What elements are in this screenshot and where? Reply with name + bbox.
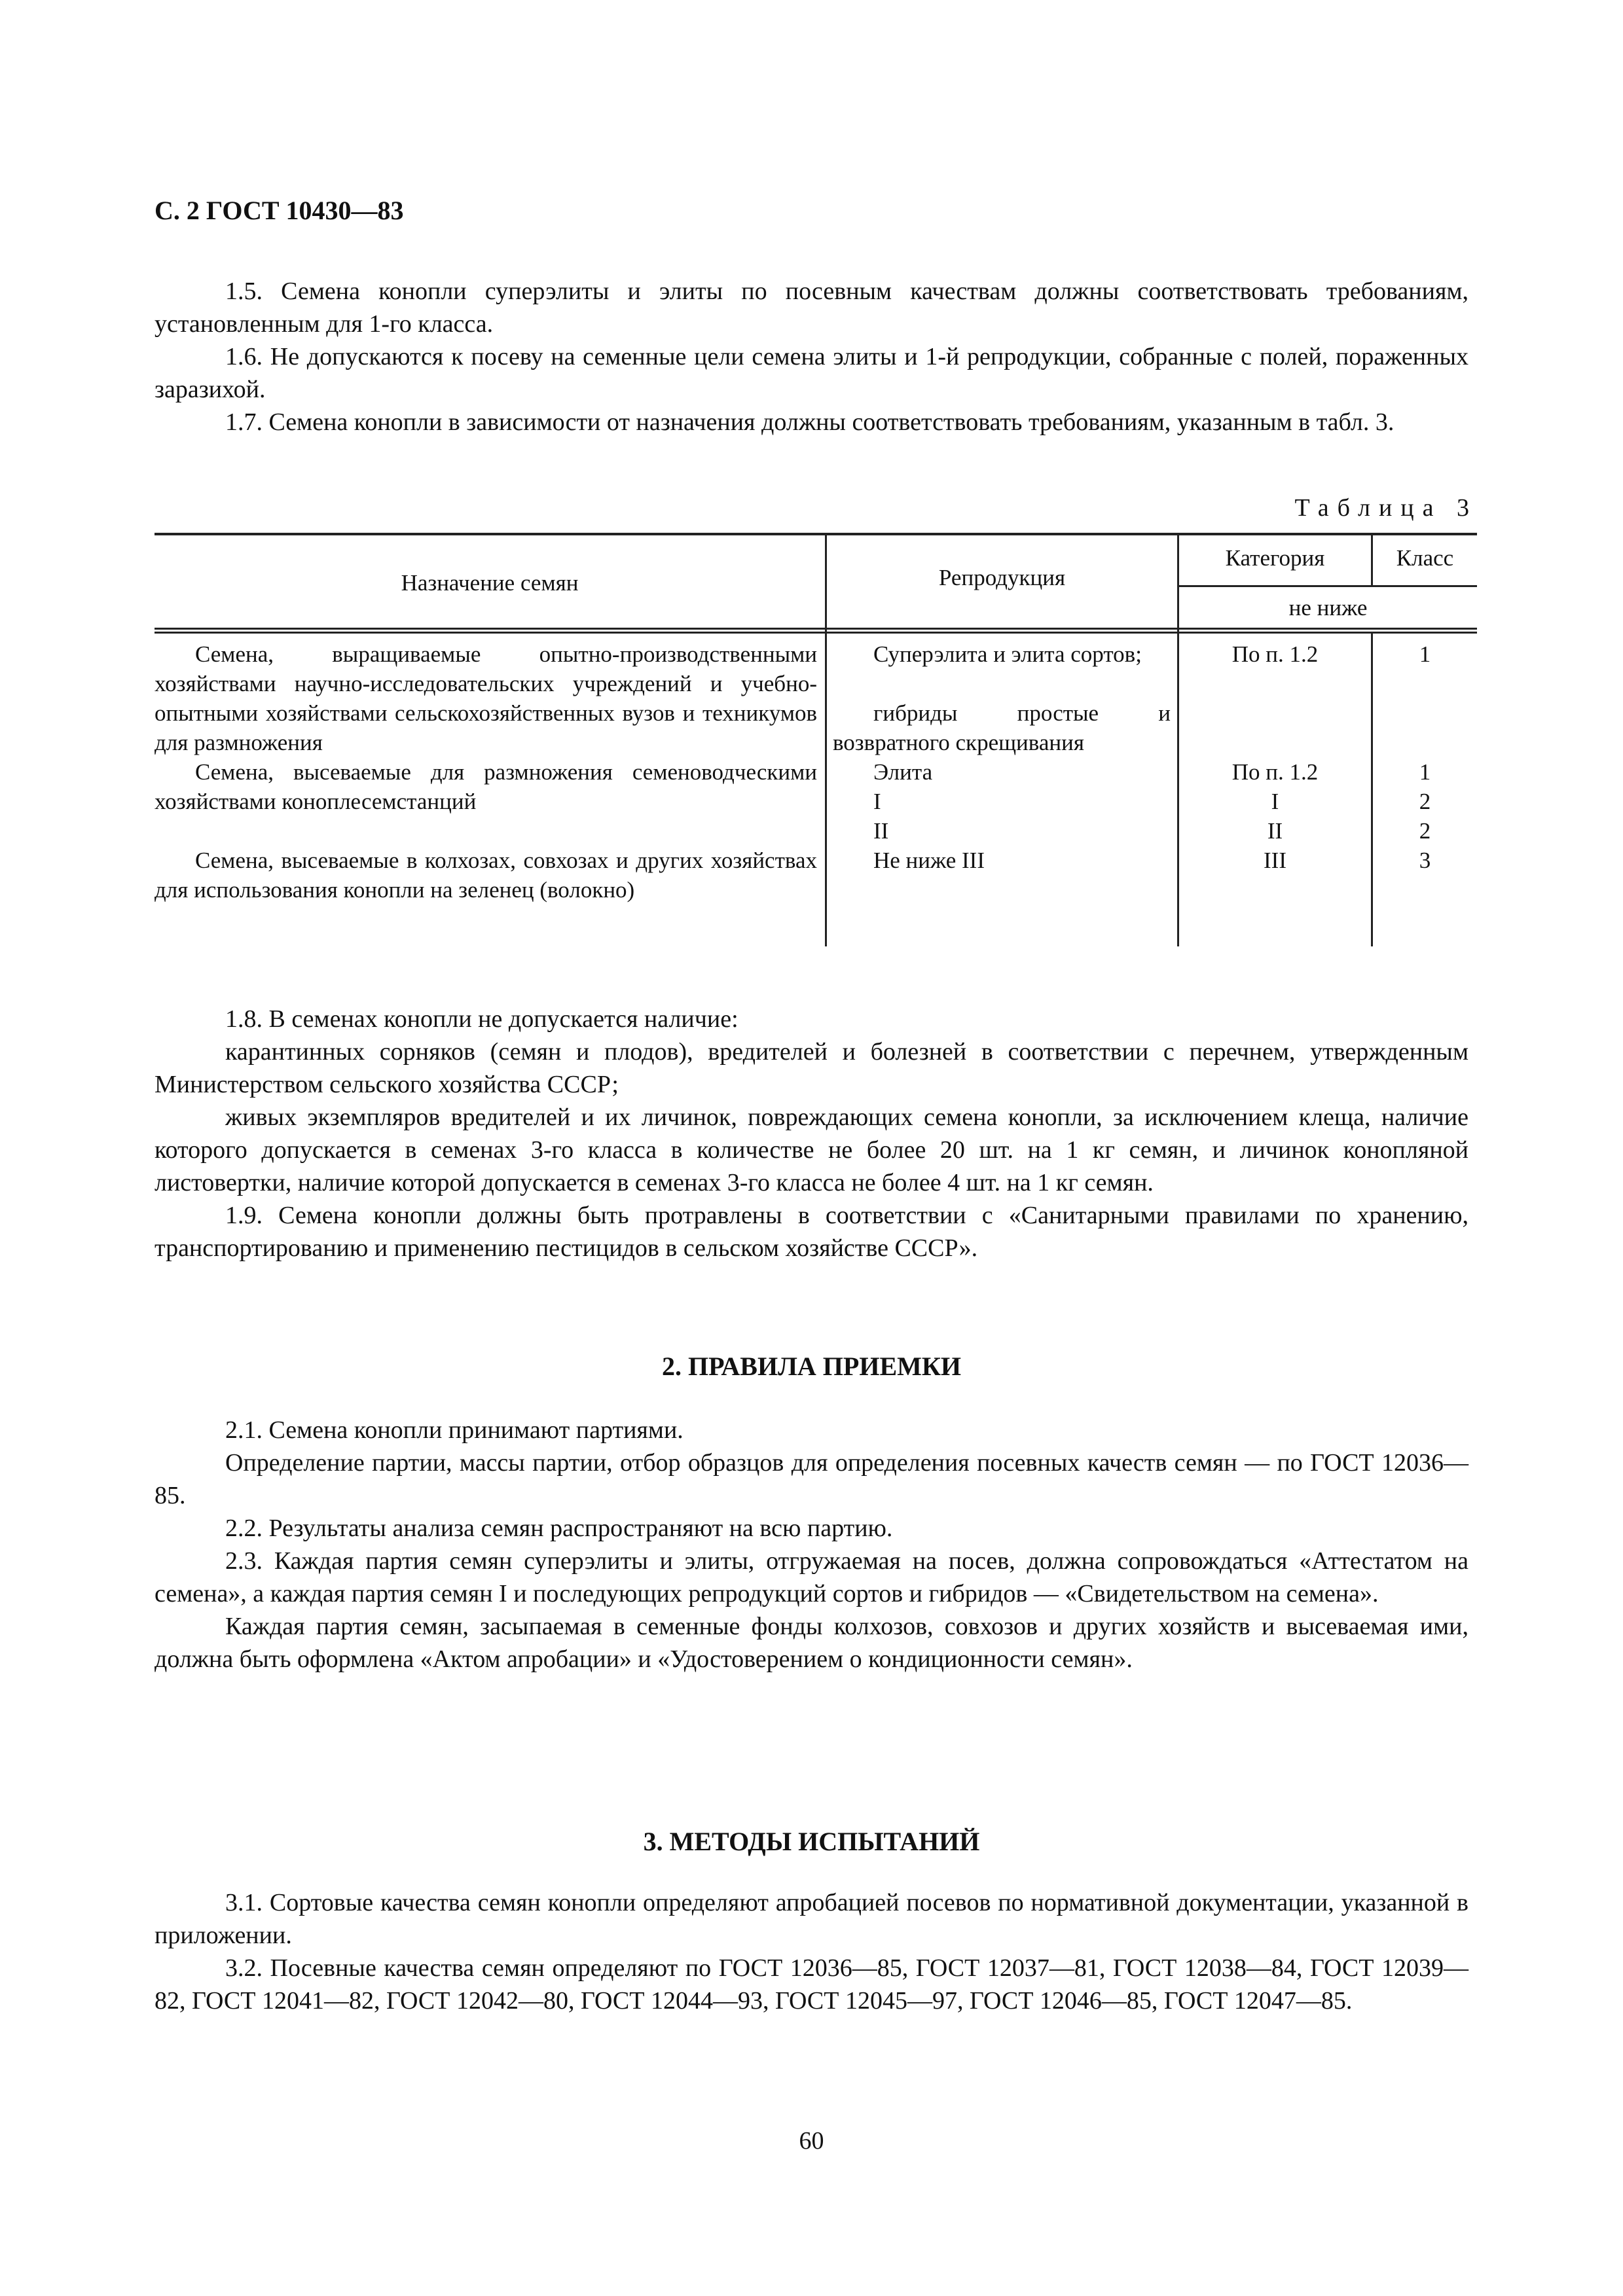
row2-purpose: Семена, высеваемые для размножения семеноводческими хозяйствами коноплесемстанций	[155, 759, 817, 814]
section1-paragraphs	[155, 275, 1468, 439]
table-caption: Таблица 3	[1294, 494, 1478, 522]
header-class: Класс	[1396, 545, 1454, 571]
row3-class: 3	[1419, 848, 1431, 873]
section1-continued	[155, 1003, 1468, 1265]
row3-purpose: Семена, высеваемые в колхозах, совхозах и других хозяйствах для использования конопли на зеленец (волокно)	[155, 848, 817, 903]
row2-category-3: II	[1267, 818, 1283, 844]
header-split-rule	[1177, 585, 1477, 587]
paragraph-2-2: 2.2. Результаты анализа семян распространяют на всю партию.	[225, 1515, 893, 1542]
table-top-rule	[155, 533, 1477, 535]
row2-class-3: 2	[1419, 818, 1431, 844]
section-2-title: 2. ПРАВИЛА ПРИЕМКИ	[661, 1352, 961, 1381]
paragraph-1-8-b: живых экземпляров вредителей и их личинок, повреждающих семена конопли, за исключением клеща, наличие которого допускается в семенах 3-го класса в количестве не более 20 шт. на 1 кг семян, и личинок конопляной листовертки, наличие которой допускается в семенах 3-го класса не более 4 шт. на 1 кг семян.	[155, 1103, 1468, 1196]
row2-category-2: I	[1271, 789, 1279, 814]
paragraph-2-3: 2.3. Каждая партия семян суперэлиты и элиты, отгружаемая на посев, должна сопровождаться «Аттестатом на семена», а каждая партия семян I и последующих репродукций сортов и гибридов — «Свидетельством на семена».	[155, 1547, 1468, 1607]
header-purpose: Назначение семян	[401, 570, 579, 596]
section2-paragraphs	[155, 1414, 1468, 1676]
row1-category: По п. 1.2	[1231, 641, 1319, 667]
paragraph-1-7: 1.7. Семена конопли в зависимости от назначения должны соответствовать требованиям, указанным в табл. 3.	[225, 408, 1395, 436]
section3-paragraphs	[155, 1886, 1468, 2017]
row1-reproduction-a: Суперэлита и элита сортов;	[873, 641, 1142, 667]
header-bottom-rule-1	[155, 628, 1477, 630]
section-3-title: 3. МЕТОДЫ ИСПЫТАНИЙ	[643, 1827, 980, 1856]
paragraph-3-2: 3.2. Посевные качества семян определяют по ГОСТ 12036—85, ГОСТ 12037—81, ГОСТ 12038—84, ГОСТ 12039—82, ГОСТ 12041—82, ГОСТ 12042—80, ГОСТ 12044—93, ГОСТ 12045—97, ГОСТ 12046—85, ГОСТ 12047—85.	[155, 1954, 1468, 2015]
paragraph-1-6: 1.6. Не допускаются к посеву на семенные цели семена элиты и 1-й репродукции, собранные с полей, пораженных заразихой.	[155, 343, 1468, 403]
table-3	[155, 533, 1477, 946]
paragraph-1-5: 1.5. Семена конопли суперэлиты и элиты по посевным качествам должны соответствовать требованиям, установленным для 1-го класса.	[155, 278, 1468, 338]
row1-purpose: Семена, выращиваемые опытно-производственными хозяйствами научно-исследовательских учреждений и учебно-опытными хозяйствами сельскохозяйственных вузов и техникумов для размножения	[155, 641, 817, 755]
row1-reproduction-b: гибриды простые и возвратного скрещивания	[833, 700, 1171, 755]
header-reproduction: Репродукция	[938, 565, 1066, 590]
header-bottom-rule-2	[155, 632, 1477, 634]
paragraph-3-1: 3.1. Сортовые качества семян конопли определяют апробацией посевов по нормативной документации, указанной в приложении.	[155, 1889, 1468, 1949]
row2-class-1: 1	[1419, 759, 1431, 785]
row2-reproduction-2: I	[873, 789, 881, 814]
header-not-lower: не ниже	[1288, 595, 1368, 620]
paragraph-1-8: 1.8. В семенах конопли не допускается наличие:	[225, 1005, 739, 1033]
page-header: С. 2 ГОСТ 10430—83	[155, 196, 404, 225]
col-rule-1	[825, 533, 827, 946]
row2-reproduction-3: II	[873, 818, 889, 844]
page-number: 60	[799, 2127, 824, 2155]
paragraph-2-1: 2.1. Семена конопли принимают партиями.	[225, 1416, 684, 1444]
paragraph-1-9: 1.9. Семена конопли должны быть протравлены в соответствии с «Санитарными правилами по хранению, транспортированию и применению пестицидов в сельском хозяйстве СССР».	[155, 1202, 1468, 1262]
paragraph-1-8-a: карантинных сорняков (семян и плодов), вредителей и болезней в соответствии с перечнем, утвержденным Министерством сельского хозяйства СССР;	[155, 1038, 1468, 1098]
row1-class: 1	[1419, 641, 1431, 667]
row2-category-1: По п. 1.2	[1231, 759, 1319, 785]
row3-category: III	[1264, 848, 1286, 873]
row3-reproduction: Не ниже III	[873, 848, 985, 873]
paragraph-2-3-b: Каждая партия семян, засыпаемая в семенные фонды колхозов, совхозов и других хозяйств и высеваемая ими, должна быть оформлена «Актом апробации» и «Удостоверением о кондиционности семян».	[155, 1613, 1468, 1673]
row2-class-2: 2	[1419, 789, 1431, 814]
header-category: Категория	[1225, 545, 1325, 571]
row2-reproduction-1: Элита	[873, 759, 933, 785]
paragraph-2-1-b: Определение партии, массы партии, отбор образцов для определения посевных качеств семян — по ГОСТ 12036—85.	[155, 1449, 1468, 1509]
